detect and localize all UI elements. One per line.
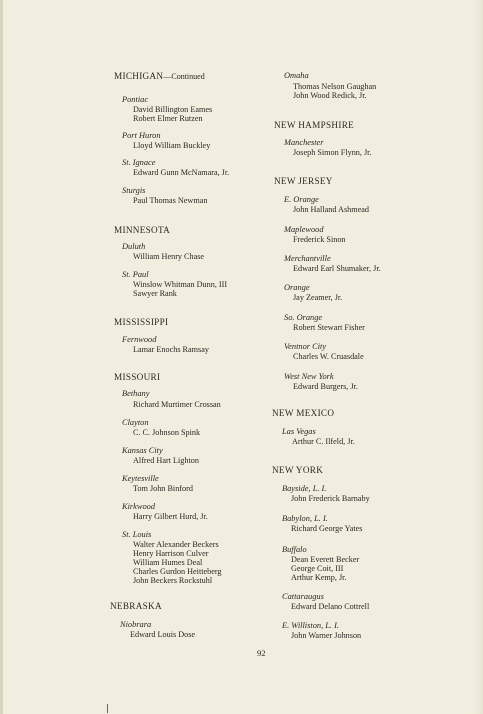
state-heading-missouri: MISSOURI <box>114 372 161 382</box>
city-st-ignace: St. Ignace <box>122 158 156 167</box>
member-name: Thomas Nelson Gaughan <box>293 82 377 91</box>
member-name: Edward Earl Shumaker, Jr. <box>293 264 381 273</box>
city-cattaraugus: Cattaraugus <box>282 592 324 601</box>
city-niobrara: Niobrara <box>120 620 152 629</box>
member-name: Dean Everett Becker <box>291 555 360 564</box>
member-name: Walter Alexander Beckers <box>133 540 219 549</box>
city-e-williston: E. Williston, L. I. <box>282 621 340 630</box>
member-name: Joseph Simon Flynn, Jr. <box>293 148 372 157</box>
city-st-paul: St. Paul <box>122 270 149 279</box>
member-name: Charles Gurdon Heitteberg <box>133 567 222 576</box>
member-name: Arthur C. Ilfeld, Jr. <box>292 437 355 446</box>
state-name: MICHIGAN <box>114 71 164 81</box>
member-name: John Beckers Rockstuhl <box>133 576 213 585</box>
page-shadow <box>473 0 483 714</box>
city-keytesville: Keytesville <box>122 474 159 483</box>
member-name: John Halland Ashmead <box>293 205 369 214</box>
state-heading-new-hampshire: NEW HAMPSHIRE <box>274 120 355 130</box>
city-buffalo: Buffalo <box>282 545 307 554</box>
city-e-orange: E. Orange <box>284 195 319 204</box>
page-edge <box>0 0 3 714</box>
member-name: John Frederick Barnaby <box>291 494 370 503</box>
member-name: William Humes Deal <box>133 558 203 567</box>
state-heading-new-mexico: NEW MEXICO <box>272 408 335 418</box>
city-babylon: Babylon, L. I. <box>282 514 328 523</box>
member-name: Edward Delano Cottrell <box>291 602 370 611</box>
city-kansas-city: Kansas City <box>122 446 163 455</box>
member-name: Henry Harrison Culver <box>133 549 209 558</box>
member-name: William Henry Chase <box>133 252 205 261</box>
member-name: Alfred Hart Lighton <box>133 456 199 465</box>
city-kirkwood: Kirkwood <box>122 502 156 511</box>
city-sturgis: Sturgis <box>122 186 146 195</box>
member-name: Edward Burgers, Jr. <box>293 382 358 391</box>
city-ventnor-city: Ventnor City <box>284 342 327 351</box>
page-number: 92 <box>257 648 266 658</box>
member-name: Richard George Yates <box>291 524 363 533</box>
state-heading-michigan <box>114 71 205 81</box>
city-duluth: Duluth <box>122 242 146 251</box>
member-name: Lloyd William Buckley <box>133 141 211 150</box>
member-name: Edward Gunn McNamara, Jr. <box>133 168 230 177</box>
city-manchester: Manchester <box>284 138 324 147</box>
city-port-huron: Port Huron <box>122 131 161 140</box>
city-bethany: Bethany <box>122 389 150 398</box>
state-heading-minnesota: MINNESOTA <box>114 225 171 235</box>
city-maplewood: Maplewood <box>284 225 324 234</box>
member-name: Paul Thomas Newman <box>133 196 208 205</box>
member-name: Winslow Whitman Dunn, III <box>133 280 228 289</box>
continued-note: —Continued <box>163 72 205 81</box>
city-clayton: Clayton <box>122 418 149 427</box>
member-name: Lamar Enochs Ramsay <box>133 345 209 354</box>
state-heading-new-jersey: NEW JERSEY <box>274 176 333 186</box>
state-heading-mississippi: MISSISSIPPI <box>114 317 169 327</box>
city-bayside: Bayside, L. I. <box>282 484 327 493</box>
member-name: Harry Gilbert Hurd, Jr. <box>133 512 208 521</box>
city-west-new-york: West New York <box>284 372 334 381</box>
member-name: Arthur Kemp, Jr. <box>291 573 347 582</box>
member-name: Sawyer Rank <box>133 289 177 298</box>
member-name: Richard Murtimer Crossan <box>133 400 221 409</box>
member-name: Robert Elmer Rutzen <box>133 114 203 123</box>
member-name: John Wood Redick, Jr. <box>293 91 367 100</box>
member-name: Edward Louis Dose <box>130 630 196 639</box>
city-las-vegas: Las Vegas <box>282 427 316 436</box>
city-pontiac: Pontiac <box>122 95 149 104</box>
city-fernwood: Fernwood <box>122 335 157 344</box>
page-mark <box>107 704 108 713</box>
member-name: C. C. Johnson Spink <box>133 428 201 437</box>
member-name: David Billington Eames <box>133 105 213 114</box>
city-orange: Orange <box>284 283 310 292</box>
member-name: Robert Stewart Fisher <box>293 323 365 332</box>
member-name: John Warner Johnson <box>291 631 362 640</box>
city-omaha: Omaha <box>284 71 309 80</box>
member-name: Frederick Sinon <box>293 235 346 244</box>
city-merchantville: Merchantville <box>284 254 331 263</box>
city-so-orange: So. Orange <box>284 313 323 322</box>
member-name: Jay Zeamer, Jr. <box>293 293 343 302</box>
state-heading-nebraska: NEBRASKA <box>110 601 162 611</box>
member-name: George Coit, III <box>291 564 344 573</box>
member-name: Charles W. Cruasdale <box>293 352 364 361</box>
state-heading-new-york: NEW YORK <box>272 465 324 475</box>
city-st-louis: St. Louis <box>122 530 152 539</box>
member-name: Tom John Binford <box>133 484 193 493</box>
